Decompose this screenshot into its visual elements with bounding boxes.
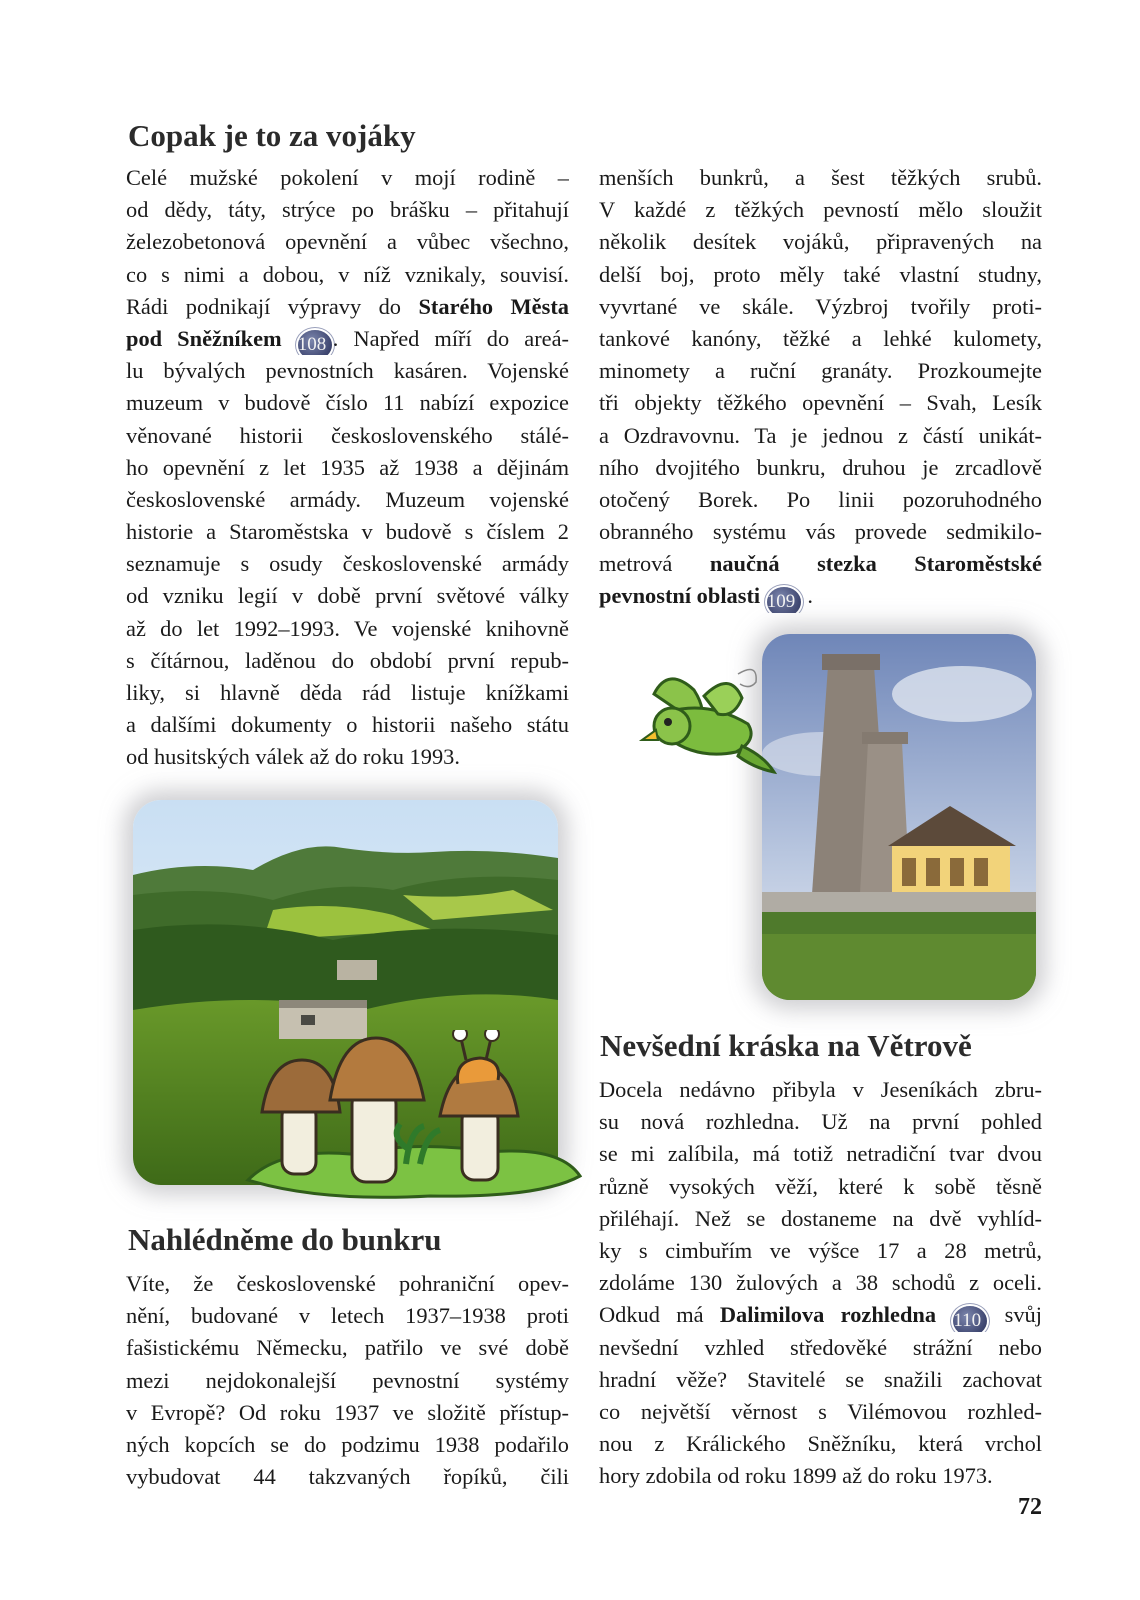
text-run: od husitských válek až do roku 1993. xyxy=(126,744,460,770)
text-run: co s nimi a dobou, v níž vznikaly, souvisí. xyxy=(126,261,569,287)
text-line xyxy=(126,580,569,612)
text-line xyxy=(599,323,1042,355)
text-line xyxy=(599,452,1042,484)
bold-text: naučná stezka Staroměstské xyxy=(709,551,1042,577)
text-run: se mi zalíbila, má totiž netradiční tvar dvou xyxy=(599,1141,1042,1167)
section-title-bunker: Nahlédněme do bunkru xyxy=(128,1222,442,1257)
text-line xyxy=(126,1429,569,1461)
text-run: věnované historii československého stálé- xyxy=(126,422,569,448)
text-line xyxy=(599,1364,1042,1396)
text-line xyxy=(599,259,1042,291)
text-run: ho opevnění z let 1935 až 1938 a dějinám xyxy=(126,454,569,480)
text-run: lu bývalých pevnostních kasáren. Vojenské xyxy=(126,358,569,384)
text-line xyxy=(599,1332,1042,1364)
text-run: československé armády. Muzeum vojenské xyxy=(126,486,569,512)
text-line xyxy=(126,677,569,709)
text-run: . xyxy=(801,583,813,609)
text-line xyxy=(126,1365,569,1397)
text-line xyxy=(126,1332,569,1364)
bold-text: pevnostní oblasti xyxy=(599,583,761,609)
text-line xyxy=(126,516,569,548)
text-line xyxy=(599,1267,1042,1299)
text-line xyxy=(599,1460,1042,1492)
text-run: fašistickému Německu, patřilo ve své době xyxy=(126,1335,569,1361)
text-line xyxy=(126,355,569,387)
text-line xyxy=(599,355,1042,387)
text-run: vyvrtané ve skále. Výzbroj tvořily proti- xyxy=(599,293,1042,319)
text-run: ky s cimbuřím ve výšce 17 a 28 metrů, xyxy=(599,1237,1042,1263)
text-run: ných kopcích se do podzimu 1938 podařilo xyxy=(126,1431,569,1457)
text-column-tower xyxy=(599,1074,1042,1492)
text-line xyxy=(599,194,1042,226)
text-run: zdoláme 130 žulových a 38 schodů z oceli. xyxy=(599,1270,1042,1296)
text-column-soldiers-continued xyxy=(599,162,1042,613)
text-line xyxy=(599,1428,1042,1460)
text-run: hory zdobila od roku 1899 až do roku 1973. xyxy=(599,1463,993,1489)
text-run: obranného systému vás provede sedmikilo- xyxy=(599,519,1042,545)
text-run: s čítárnou, laděnou do období první repub- xyxy=(126,647,569,673)
lookout-tower-photo xyxy=(762,634,1036,1000)
text-run: su nová rozhledna. Už na první pohled xyxy=(599,1109,1042,1135)
text-line xyxy=(126,484,569,516)
text-line xyxy=(126,259,569,291)
text-run: . Napřed míří do areá- xyxy=(332,325,569,351)
text-run: v Evropě? Od roku 1937 ve složitě přístup- xyxy=(126,1399,569,1425)
bold-text: pod Sněžníkem xyxy=(126,325,282,351)
text-line xyxy=(126,323,569,355)
text-line xyxy=(599,1074,1042,1106)
text-run: nou z Králického Sněžníku, která vrchol xyxy=(599,1431,1042,1457)
page-number: 72 xyxy=(1018,1494,1042,1520)
text-line xyxy=(599,484,1042,516)
map-reference-badge: 109 xyxy=(767,587,801,612)
text-run: metrová xyxy=(599,551,710,577)
text-run xyxy=(936,1302,952,1327)
text-line xyxy=(126,1268,569,1300)
text-line xyxy=(126,226,569,258)
text-line xyxy=(126,1461,569,1493)
text-run: minomety a ruční granáty. Prozkoumejte xyxy=(599,358,1042,384)
text-run: delší boj, proto měly také vlastní studny, xyxy=(599,261,1042,287)
text-line xyxy=(599,162,1042,194)
text-run: nění, budované v letech 1937–1938 proti xyxy=(126,1303,569,1329)
section-title-tower: Nevšední kráska na Větrově xyxy=(600,1028,972,1063)
text-run: otočený Borek. Po linii pozoruhodného xyxy=(599,486,1042,512)
text-run: různě vysokých věží, které k sobě těsně xyxy=(599,1173,1042,1199)
text-run: Odkud má xyxy=(599,1302,720,1328)
text-line xyxy=(599,387,1042,419)
text-line xyxy=(599,1138,1042,1170)
text-run: V každé z těžkých pevností mělo sloužit xyxy=(599,197,1042,223)
mushrooms-snail-illustration xyxy=(240,1030,585,1205)
text-run: muzeum v budově číslo 11 nabízí expozice xyxy=(126,390,569,416)
text-run: a Ozdravovnu. Ta je jednou z částí unikát- xyxy=(599,422,1042,448)
text-line xyxy=(599,1171,1042,1203)
section-title-soldiers: Copak je to za vojáky xyxy=(128,118,416,153)
bold-text: Starého Města xyxy=(418,293,569,319)
text-line xyxy=(126,162,569,194)
text-line xyxy=(599,1235,1042,1267)
text-run: Docela nedávno přibyla v Jeseníkách zbru- xyxy=(599,1077,1042,1102)
text-column-bunker xyxy=(126,1268,569,1493)
text-run xyxy=(282,326,297,351)
text-run: od vzniku legií v době první světové války xyxy=(126,583,569,609)
text-line xyxy=(599,580,1042,612)
text-line xyxy=(126,1397,569,1429)
text-run: mezi nejdokonalejší pevnostní systémy xyxy=(126,1367,569,1393)
green-bird-illustration xyxy=(638,660,778,790)
text-run: od dědy, táty, strýce po brášku – přitahují xyxy=(126,197,569,223)
text-run: přiléhají. Než se dostaneme na dvě vyhlíd- xyxy=(599,1205,1042,1231)
text-run: svůj xyxy=(988,1302,1042,1328)
text-line xyxy=(126,291,569,323)
text-line xyxy=(599,1106,1042,1138)
text-run: liky, si hlavně děda rád listuje knížkami xyxy=(126,680,569,705)
text-line xyxy=(126,709,569,741)
text-line xyxy=(126,645,569,677)
text-run: vybudovat 44 takzvaných řopíků, čili xyxy=(126,1464,569,1490)
text-run: tankové kanóny, těžké a lehké kulomety, xyxy=(599,325,1042,351)
text-line xyxy=(599,291,1042,323)
text-run: ního dvojitého bunkru, druhou je zrcadlově xyxy=(599,454,1042,480)
text-line xyxy=(126,420,569,452)
text-column-soldiers xyxy=(126,162,569,774)
text-line xyxy=(599,548,1042,580)
text-run: seznamuje s osudy československé armády xyxy=(126,551,569,577)
text-run xyxy=(760,583,766,608)
text-run: a dalšími dokumenty o historii našeho státu xyxy=(126,712,569,738)
text-run: až do let 1992–1993. Ve vojenské knihovně xyxy=(126,615,569,641)
text-line xyxy=(126,452,569,484)
text-run: nevšední vzhled středověké strážní nebo xyxy=(599,1334,1042,1360)
text-run: Rádi podnikají výpravy do xyxy=(126,293,419,319)
text-line xyxy=(599,1203,1042,1235)
text-line xyxy=(126,741,569,773)
text-run: železobetonová opevnění a vůbec všechno, xyxy=(126,229,569,255)
map-reference-badge: 110 xyxy=(953,1306,987,1331)
text-run: několik desítek vojáků, připravených na xyxy=(599,229,1042,255)
text-run: co největší věrnost s Vilémovou rozhled- xyxy=(599,1398,1042,1424)
text-run: menších bunkrů, a šest těžkých srubů. xyxy=(599,165,1042,190)
text-run: hradní věže? Stavitelé se snažili zachovat xyxy=(599,1366,1042,1392)
text-line xyxy=(599,1299,1042,1331)
text-line xyxy=(126,387,569,419)
text-run: tři objekty těžkého opevnění – Svah, Lesík xyxy=(599,390,1042,416)
text-line xyxy=(126,1300,569,1332)
text-run: Celé mužské pokolení v mojí rodině – xyxy=(126,165,569,190)
map-reference-badge: 108 xyxy=(298,330,332,355)
text-line xyxy=(126,613,569,645)
text-run: historie a Staroměstska v budově s číslem 2 xyxy=(126,519,569,545)
text-line xyxy=(599,226,1042,258)
text-line xyxy=(126,194,569,226)
text-line xyxy=(599,1396,1042,1428)
text-line xyxy=(599,420,1042,452)
text-run: Víte, že československé pohraniční opev- xyxy=(126,1271,569,1296)
text-line xyxy=(599,516,1042,548)
text-line xyxy=(126,548,569,580)
bold-text: Dalimilova rozhledna xyxy=(719,1302,937,1328)
